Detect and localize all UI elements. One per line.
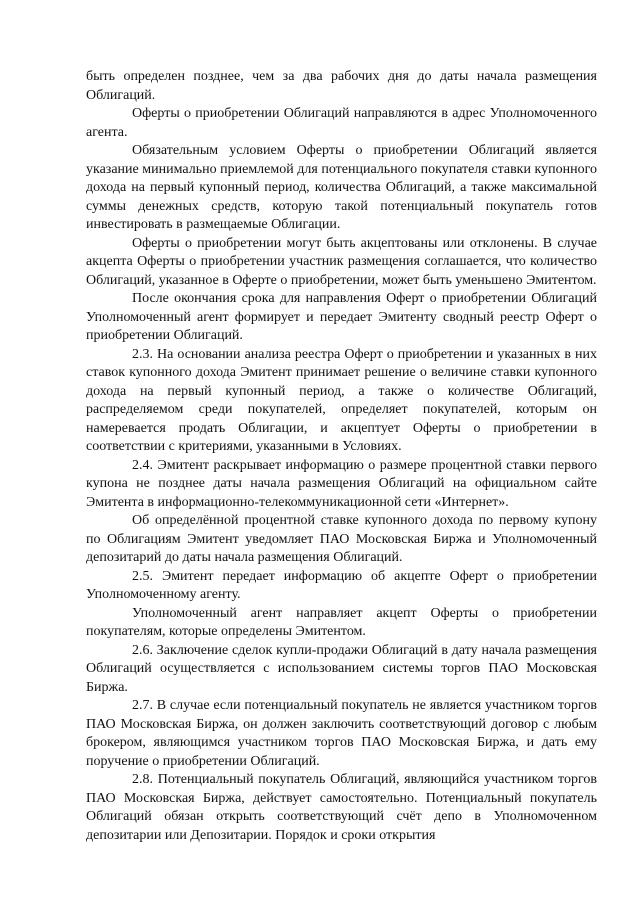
paragraph-2-4: 2.4. Эмитент раскрывает информацию о размере процентной ставки первого купона не позднее даты начала размещения Облигаций на официальном сайте Эмитента в информационно-телекоммуникационной сети «Интернет».: [86, 457, 597, 510]
paragraph-2-8: 2.8. Потенциальный покупатель Облигаций, являющийся участником торгов ПАО Московская Биржа, действует самостоятельно. Потенциальный покупатель Облигаций обязан открыть соответствующий счёт депо в Уполномоченном депозитарии или Депозитарии. Порядок и сроки открытия: [86, 772, 597, 843]
paragraph-coupon-notice: Об определённой процентной ставке купонного дохода по первому купону по Облигациям Эмитент уведомляет ПАО Московская Биржа и Уполномоченный депозитарий до даты начала размещения Облигаций.: [86, 513, 597, 565]
paragraph-offer-condition: Обязательным условием Оферты о приобретении Облигаций является указание минимально приемлемой для потенциального покупателя ставки купонного дохода на первый купонный период, количества Облигаций, а также максимальной суммы денежных средств, которую такой потенциальный покупатель готов инвестировать в размещаемые Облигации.: [86, 143, 597, 232]
paragraph-2-3: 2.3. На основании анализа реестра Оферт о приобретении и указанных в них ставок купонного дохода Эмитент принимает решение о величине ставки купонного дохода на первый купонный период, а также о количестве Облигаций, распределяемом среди покупателей, определяет покупателей, которым он намеревается продать Облигации, и акцептует Оферты о приобретении в соответствии с критериями, указанными в Условиях.: [86, 346, 597, 454]
paragraph-continued: быть определен позднее, чем за два рабочих дня до даты начала размещения Облигаций.: [86, 69, 597, 103]
paragraph-2-7: 2.7. В случае если потенциальный покупатель не является участником торгов ПАО Московская Биржа, он должен заключить соответствующий договор с любым брокером, являющимся участником торгов ПАО Московская Биржа, и дать ему поручение о приобретении Облигаций.: [86, 698, 597, 769]
paragraph-offers-address: Оферты о приобретении Облигаций направляются в адрес Уполномоченного агента.: [86, 106, 597, 140]
paragraph-2-6: 2.6. Заключение сделок купли-продажи Облигаций в дату начала размещения Облигаций осуществляется с использованием системы торгов ПАО Московская Биржа.: [86, 642, 597, 695]
paragraph-agent-acceptance: Уполномоченный агент направляет акцепт Оферты о приобретении покупателям, которые определены Эмитентом.: [86, 605, 597, 639]
paragraph-register: После окончания срока для направления Оферт о приобретении Облигаций Уполномоченный агент формирует и передает Эмитенту сводный реестр Оферт о приобретении Облигаций.: [86, 291, 597, 343]
paragraph-offer-acceptance: Оферты о приобретении могут быть акцептованы или отклонены. В случае акцепта Оферты о приобретении участник размещения соглашается, что количество Облигаций, указанное в Оферте о приобретении, может быть уменьшено Эмитентом.: [86, 235, 597, 288]
paragraph-2-5: 2.5. Эмитент передает информацию об акцепте Оферт о приобретении Уполномоченному агенту.: [86, 568, 597, 602]
